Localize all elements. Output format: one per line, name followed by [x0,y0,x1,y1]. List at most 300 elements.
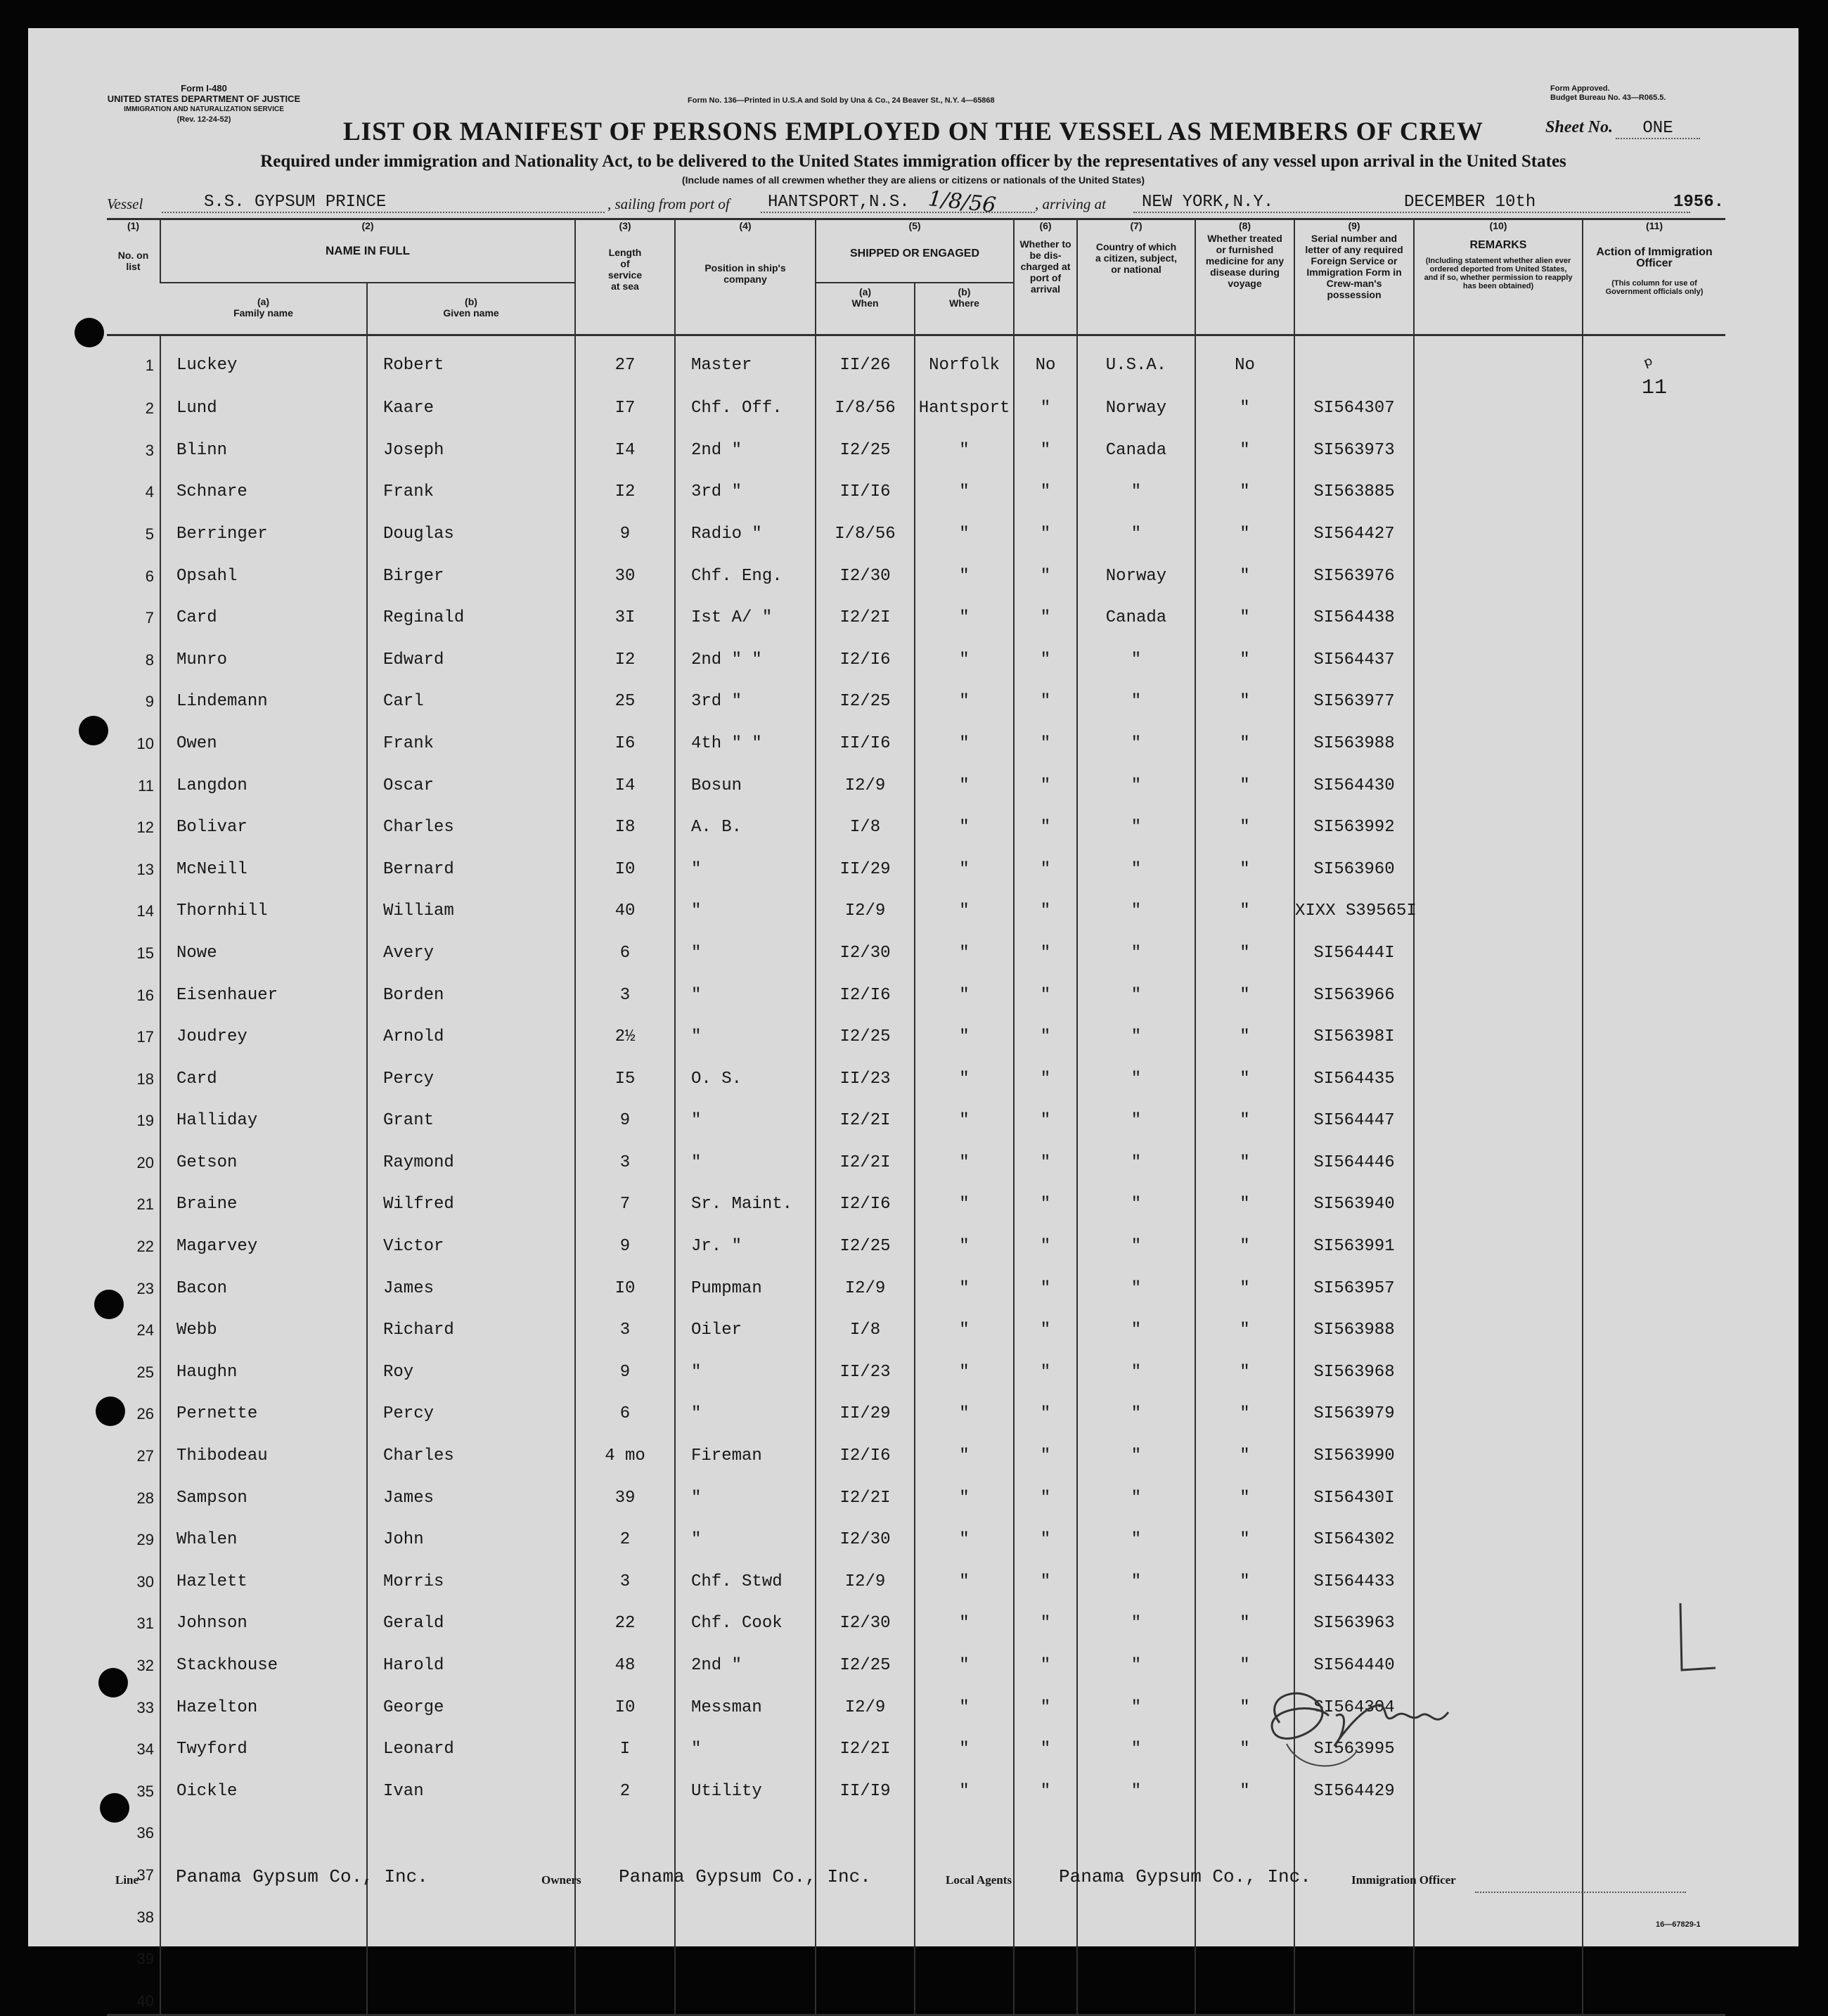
shipped-when-cell [816,1930,915,1972]
family-name-cell: Langdon [160,757,367,799]
remarks-cell [1414,1343,1583,1385]
header-service-label: Length of service at sea [607,247,643,292]
given-name-cell: William [367,882,575,925]
officer-action-cell [1583,1134,1725,1176]
header-action-label: Action of Immigration Officer [1596,246,1713,269]
header-name [160,219,575,283]
shipped-when-cell [816,1972,915,2015]
officer-action-cell [1583,463,1725,506]
discharged-cell: " [1014,1302,1077,1344]
country-cell: " [1077,714,1195,757]
agents-label: Local Agents [946,1873,1012,1887]
header-shipped [816,219,1014,283]
country-cell: " [1077,1721,1195,1763]
service-length-cell: I2 [575,631,675,673]
discharged-cell: " [1014,924,1077,966]
remarks-cell [1414,1092,1583,1134]
header-medicine [1195,219,1294,335]
row-number-cell: 25 [136,1363,154,1381]
medicine-cell: " [1195,673,1294,715]
table-row [107,1302,1725,1344]
shipped-when-cell: II/I6 [816,714,915,757]
discharged-cell: " [1014,1595,1077,1637]
shipped-when-cell: II/23 [816,1343,915,1385]
country-cell: " [1077,673,1195,715]
country-cell [1077,1804,1195,1847]
family-name-cell: Owen [160,714,367,757]
service-length-cell: I8 [575,799,675,841]
country-cell: Canada [1077,589,1195,631]
family-name-cell [160,1972,367,2015]
printer-note: Form No. 136—Printed in U.S.A and Sold by Una & Co., 24 Beaver St., N.Y. 4—65868 [688,96,995,105]
officer-action-cell [1583,882,1725,925]
medicine-cell: " [1195,1176,1294,1218]
header-family-index: (a) [257,296,270,307]
family-name-cell: Magarvey [160,1217,367,1259]
serial-number-cell: SI563957 [1294,1259,1414,1302]
header-family-name [160,283,367,335]
medicine-cell [1195,1930,1294,1972]
position-cell: 3rd " [675,463,816,506]
family-name-cell: Twyford [160,1721,367,1763]
header-service-index: (3) [619,220,631,231]
officer-action-cell [1583,1762,1725,1804]
row-number-cell: 24 [136,1321,154,1340]
remarks-cell [1414,505,1583,547]
family-name-cell: Eisenhauer [160,966,367,1008]
position-cell: 2nd " [675,421,816,463]
punch-hole [75,318,104,347]
serial-number-cell [1294,1930,1414,1972]
shipped-when-cell: I2/25 [816,421,915,463]
discharged-cell: " [1014,1636,1077,1678]
family-name-cell: Bolivar [160,799,367,841]
row-number-cell: 27 [136,1447,154,1465]
remarks-cell [1414,1008,1583,1051]
discharged-cell: " [1014,631,1077,673]
service-length-cell: 3 [575,1134,675,1176]
shipped-where-cell: " [915,1008,1014,1051]
given-name-cell: Percy [367,1385,575,1427]
serial-number-cell: SI563995 [1294,1721,1414,1763]
position-cell: " [675,1469,816,1511]
country-cell [1077,1930,1195,1972]
table-row [107,463,1725,506]
remarks-cell [1414,1385,1583,1427]
header-service [575,219,675,335]
serial-number-cell: SI56444I [1294,924,1414,966]
position-cell: Radio " [675,505,816,547]
position-cell: Chf. Off. [675,378,816,422]
family-name-cell: Blinn [160,421,367,463]
service-length-cell [575,1804,675,1847]
officer-action-cell [1583,547,1725,589]
position-cell: " [675,1385,816,1427]
officer-signature [1237,1667,1491,1779]
table-row [107,714,1725,757]
row-number-cell: 6 [145,567,154,585]
discharged-cell: " [1014,1385,1077,1427]
position-cell: 4th " " [675,714,816,757]
position-cell: " [675,1008,816,1051]
table-row [107,1217,1725,1259]
shipped-when-cell: I2/2I [816,1092,915,1134]
remarks-cell [1414,378,1583,422]
serial-number-cell: SI564429 [1294,1762,1414,1804]
country-cell: " [1077,840,1195,882]
officer-action-cell: 11 [1583,378,1725,422]
country-cell: " [1077,882,1195,925]
shipped-where-cell: " [915,1511,1014,1553]
discharged-cell: " [1014,1176,1077,1218]
service-length-cell: 22 [575,1595,675,1637]
row-number-cell: 38 [136,1908,154,1926]
discharged-cell: " [1014,463,1077,506]
row-number-cell: 31 [136,1614,154,1633]
header-medicine-index: (8) [1238,220,1251,231]
header-number-index: (1) [127,220,140,231]
header-where-index: (b) [958,286,971,297]
table-row [107,631,1725,673]
header-remarks-label: REMARKS [1469,239,1527,251]
medicine-cell: " [1195,1721,1294,1763]
table-row [107,924,1725,966]
owners-label: Owners [541,1873,581,1887]
header-where [915,283,1014,335]
serial-number-cell: SI564304 [1294,1678,1414,1721]
service-length-cell: I0 [575,1259,675,1302]
serial-number-cell: SI564427 [1294,505,1414,547]
shipped-when-cell: I2/I6 [816,1427,915,1469]
position-cell: " [675,1092,816,1134]
approval-block [1550,84,1666,103]
officer-action-cell [1583,799,1725,841]
shipped-where-cell: " [915,1469,1014,1511]
shipped-when-cell: I/8/56 [816,505,915,547]
given-name-cell: Carl [367,673,575,715]
service-length-cell: 9 [575,505,675,547]
remarks-cell [1414,714,1583,757]
row-number-cell: 30 [136,1572,154,1591]
position-cell: Utility [675,1762,816,1804]
country-cell: " [1077,1595,1195,1637]
vessel-name: S.S. GYPSUM PRINCE [162,193,605,213]
medicine-cell: " [1195,799,1294,841]
shipped-when-cell: I2/9 [816,882,915,925]
country-cell: " [1077,1762,1195,1804]
remarks-cell [1414,966,1583,1008]
serial-number-cell: SI563940 [1294,1176,1414,1218]
remarks-cell [1414,1259,1583,1302]
country-cell: Norway [1077,378,1195,422]
header-serial [1294,219,1414,335]
medicine-cell: " [1195,1050,1294,1092]
discharged-cell: " [1014,1762,1077,1804]
given-name-cell: Frank [367,714,575,757]
given-name-cell: Avery [367,924,575,966]
country-cell: Norway [1077,547,1195,589]
position-cell: " [675,1343,816,1385]
given-name-cell: Harold [367,1636,575,1678]
remarks-cell [1414,924,1583,966]
line-value: Panama Gypsum Co., Inc. [176,1866,428,1887]
medicine-cell: " [1195,1385,1294,1427]
country-cell: " [1077,631,1195,673]
table-row [107,1092,1725,1134]
medicine-cell: No [1195,335,1294,378]
sheet-number-block [1545,118,1700,139]
header-country-index: (7) [1130,220,1142,231]
given-name-cell: Robert [367,335,575,378]
remarks-cell [1414,1469,1583,1511]
position-cell: " [675,1511,816,1553]
position-cell: Chf. Eng. [675,547,816,589]
serial-number-cell: SI563988 [1294,1302,1414,1344]
serial-number-cell [1294,1804,1414,1847]
table-row [107,799,1725,841]
family-name-cell: Card [160,1050,367,1092]
shipped-where-cell: " [915,1134,1014,1176]
row-number-cell: 28 [136,1489,154,1507]
row-number-cell: 11 [138,776,154,795]
officer-action-cell [1583,1553,1725,1595]
family-name-cell: Pernette [160,1385,367,1427]
header-serial-index: (9) [1348,220,1360,231]
given-name-cell: Birger [367,547,575,589]
family-name-cell: Nowe [160,924,367,966]
sailing-label: , sailing from port of [607,195,730,212]
family-name-cell [160,1930,367,1972]
discharged-cell: " [1014,1553,1077,1595]
medicine-cell: " [1195,1217,1294,1259]
service-length-cell: 40 [575,882,675,925]
footer [28,1858,1798,1900]
discharged-cell: " [1014,505,1077,547]
service-length-cell: 9 [575,1092,675,1134]
shipped-when-cell: II/29 [816,1385,915,1427]
medicine-cell: " [1195,1343,1294,1385]
serial-number-cell: SI564307 [1294,378,1414,422]
shipped-when-cell: I/8 [816,1302,915,1344]
shipped-when-cell: I2/25 [816,1008,915,1051]
country-cell: " [1077,1385,1195,1427]
family-name-cell: Webb [160,1302,367,1344]
header-position-label: Position in ship's company [704,262,786,285]
shipped-when-cell: I2/30 [816,1511,915,1553]
shipped-where-cell: Norfolk [915,335,1014,378]
service-length-cell: 6 [575,1385,675,1427]
medicine-cell: " [1195,1427,1294,1469]
remarks-cell [1414,1511,1583,1553]
manifest-sheet [28,28,1798,2010]
row-number-cell: 40 [136,1991,154,2010]
medicine-cell: " [1195,757,1294,799]
position-cell: A. B. [675,799,816,841]
medicine-cell: " [1195,547,1294,589]
given-name-cell: Borden [367,966,575,1008]
officer-action-cell [1583,1427,1725,1469]
serial-number-cell: SI564430 [1294,757,1414,799]
service-length-cell: I4 [575,757,675,799]
service-length-cell: I0 [575,1678,675,1721]
immigration-officer-line [1475,1892,1686,1893]
officer-action-cell [1583,1972,1725,2015]
family-name-cell: Oickle [160,1762,367,1804]
officer-action-cell [1583,1930,1725,1972]
discharged-cell: " [1014,966,1077,1008]
table-row [107,1553,1725,1595]
shipped-where-cell: " [915,1050,1014,1092]
officer-action-cell [1583,924,1725,966]
country-cell: " [1077,799,1195,841]
given-name-cell: Ivan [367,1762,575,1804]
officer-action-cell [1583,1511,1725,1553]
officer-action-cell [1583,1176,1725,1218]
given-name-cell: James [367,1259,575,1302]
table-row [107,1930,1725,1972]
shipped-where-cell: " [915,1636,1014,1678]
header-action-index: (11) [1645,220,1663,231]
remarks-cell [1414,757,1583,799]
discharged-cell: " [1014,1134,1077,1176]
shipped-where-cell [915,1804,1014,1847]
serial-number-cell: SI563990 [1294,1427,1414,1469]
officer-action-cell [1583,1804,1725,1847]
discharged-cell: " [1014,757,1077,799]
serial-number-cell: SI564446 [1294,1134,1414,1176]
service-length-cell: 25 [575,673,675,715]
serial-number-cell: SI564438 [1294,589,1414,631]
family-name-cell: Whalen [160,1511,367,1553]
service-length-cell: 39 [575,1469,675,1511]
header-discharged [1014,219,1077,335]
given-name-cell: Raymond [367,1134,575,1176]
row-number-cell: 18 [136,1070,154,1088]
row-number-cell: 17 [136,1028,154,1046]
country-cell: " [1077,1134,1195,1176]
header-number-label: No. on list [117,250,149,272]
given-name-cell: George [367,1678,575,1721]
shipped-where-cell: " [915,799,1014,841]
header-when-index: (a) [858,286,872,297]
discharged-cell [1014,1972,1077,2015]
shipped-where-cell: " [915,1427,1014,1469]
officer-action-cell [1583,966,1725,1008]
header-when [816,283,915,335]
header-action [1583,219,1725,335]
given-name-cell: Frank [367,463,575,506]
service-length-cell: 4 mo [575,1427,675,1469]
position-cell: Fireman [675,1427,816,1469]
family-name-cell: Schnare [160,463,367,506]
remarks-cell [1414,1595,1583,1637]
position-cell: Messman [675,1678,816,1721]
subtitle-note: (Include names of all crewmen whether they are aliens or citizens or nationals of the United States) [681,174,1145,186]
medicine-cell [1195,1972,1294,2015]
header-number [107,219,160,335]
given-name-cell: Morris [367,1553,575,1595]
medicine-cell: " [1195,1678,1294,1721]
shipped-where-cell: " [915,1092,1014,1134]
shipped-when-cell: I2/25 [816,673,915,715]
medicine-cell: " [1195,1553,1294,1595]
medicine-cell: " [1195,1259,1294,1302]
family-name-cell: Opsahl [160,547,367,589]
row-number-cell: 8 [145,650,154,669]
medicine-cell: " [1195,1511,1294,1553]
header-serial-label: Serial number and letter of any required Foreign Service or Immigration Form in Crew-man's possession [1305,233,1403,300]
line-label: Line [115,1873,139,1887]
officer-action-cell [1583,714,1725,757]
medicine-cell: " [1195,966,1294,1008]
given-name-cell: Charles [367,799,575,841]
service-length-cell: 48 [575,1636,675,1678]
position-cell: Jr. " [675,1217,816,1259]
medicine-cell: " [1195,714,1294,757]
row-number-cell: 9 [145,693,154,711]
country-cell: Canada [1077,421,1195,463]
serial-number-cell [1294,335,1414,378]
serial-number-cell: SI56430I [1294,1469,1414,1511]
service-length-cell: I5 [575,1050,675,1092]
table-row [107,1427,1725,1469]
medicine-cell: " [1195,1469,1294,1511]
given-name-cell: Oscar [367,757,575,799]
family-name-cell: Thibodeau [160,1427,367,1469]
table-row [107,1511,1725,1553]
family-name-cell: Johnson [160,1595,367,1637]
given-name-cell: Gerald [367,1595,575,1637]
shipped-where-cell: " [915,757,1014,799]
table-row [107,1176,1725,1218]
discharged-cell: No [1014,335,1077,378]
family-name-cell: Card [160,589,367,631]
country-cell: U.S.A. [1077,335,1195,378]
shipped-when-cell: I2/9 [816,757,915,799]
row-number-cell: 3 [145,441,154,459]
country-cell: " [1077,924,1195,966]
officer-bracket-mark [1666,1603,1723,1681]
given-name-cell [367,1972,575,2015]
family-name-cell: Hazelton [160,1678,367,1721]
officer-action-cell [1583,1217,1725,1259]
service: IMMIGRATION AND NATURALIZATION SERVICE [124,105,284,113]
shipped-when-cell [816,1804,915,1847]
position-cell: Chf. Cook [675,1595,816,1637]
shipped-where-cell: " [915,1176,1014,1218]
remarks-cell [1414,1972,1583,2015]
discharged-cell: " [1014,673,1077,715]
row-number-cell: 29 [136,1531,154,1549]
medicine-cell: " [1195,505,1294,547]
serial-number-cell: SI563966 [1294,966,1414,1008]
service-length-cell: 7 [575,1176,675,1218]
remarks-cell [1414,799,1583,841]
shipped-when-cell: I2/30 [816,547,915,589]
country-cell: " [1077,1217,1195,1259]
shipped-where-cell: " [915,840,1014,882]
header-country [1077,219,1195,335]
row-number-cell: 12 [136,818,154,837]
punch-hole [96,1397,125,1426]
given-name-cell: Edward [367,631,575,673]
departure-date-handwritten: 1/8/56 [927,186,998,218]
shipped-where-cell: " [915,505,1014,547]
officer-action-cell [1583,1469,1725,1511]
medicine-cell: " [1195,421,1294,463]
discharged-cell: " [1014,547,1077,589]
shipped-when-cell: I2/I6 [816,631,915,673]
